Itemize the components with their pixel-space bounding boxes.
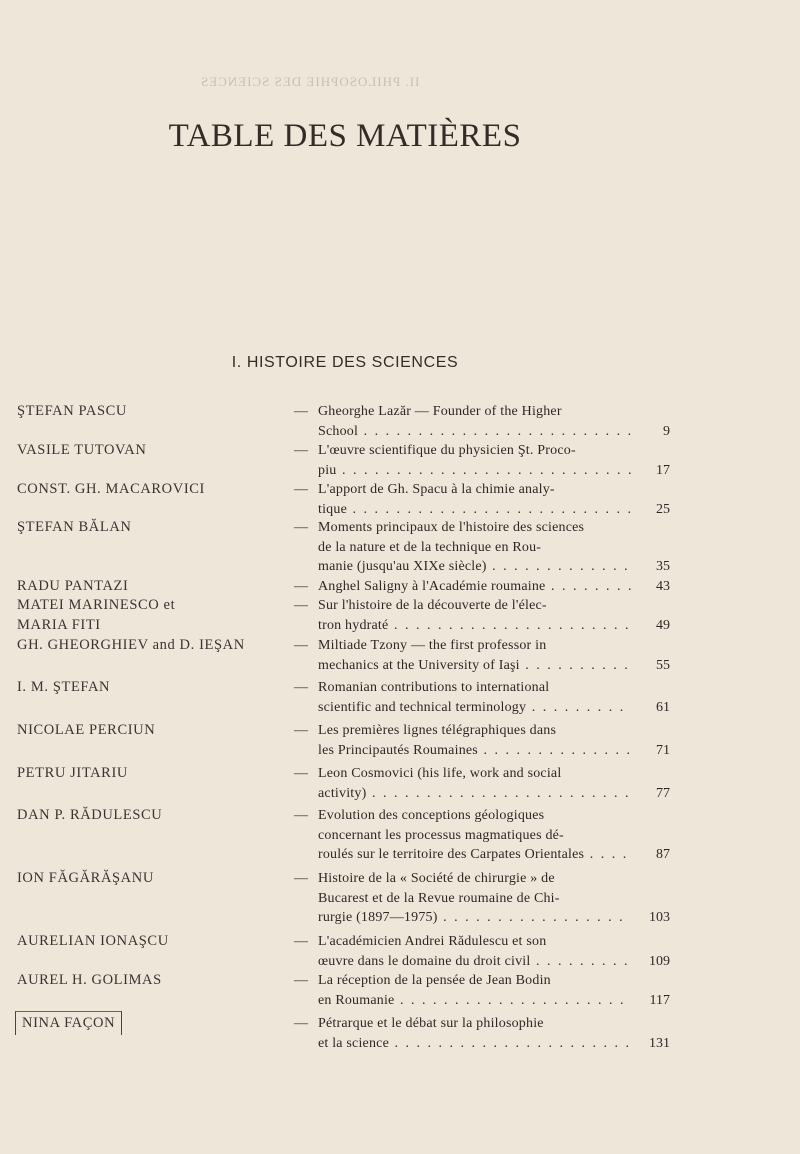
title-line: concernant les processus magmatiques dé- [318, 827, 564, 843]
author-line: AURELIAN IONAŞCU [17, 933, 169, 949]
page-number: 71 [656, 742, 670, 758]
author-line: CONST. GH. MACAROVICI [17, 481, 205, 497]
author-line: ION FĂGĂRĂŞANU [17, 870, 154, 886]
title-line: piu . . . [318, 461, 631, 481]
em-dash-separator: — [294, 973, 308, 988]
entry-author [17, 721, 155, 741]
title-line: mechanics at the University of Iaşi . . . [318, 656, 631, 676]
em-dash-separator: — [294, 598, 308, 613]
title-line: rurgie (1897—1975) . . . [318, 908, 631, 928]
page-number: 43 [656, 579, 670, 594]
entry-title [318, 402, 631, 441]
em-dash-separator: — [294, 934, 308, 949]
title-line: Pétrarque et le débat sur la philosophie [318, 1016, 544, 1031]
entry-author [17, 577, 128, 597]
author-line: ŞTEFAN PASCU [17, 403, 127, 419]
title-line: Romanian contributions to international [318, 680, 550, 695]
author-line: ŞTEFAN BĂLAN [17, 519, 132, 535]
entry-title [318, 596, 631, 635]
em-dash-separator: — [294, 680, 308, 695]
entry-title [318, 764, 631, 803]
entry-title [318, 518, 631, 577]
page-number: 77 [656, 785, 670, 801]
title-line: Moments principaux de l'histoire des sciences [318, 520, 585, 535]
entry-title [318, 806, 631, 865]
title-line: Leon Cosmovici (his life, work and social [318, 766, 562, 781]
page-number: 109 [649, 953, 670, 969]
em-dash-separator: — [294, 404, 308, 419]
title-line: Gheorghe Lazăr — Founder of the Higher [318, 404, 562, 419]
title-line: les Principautés Roumaines . . . [318, 741, 631, 761]
title-line: œuvre dans le domaine du droit civil . . . [318, 952, 631, 972]
em-dash-separator: — [294, 1016, 308, 1031]
entry-author [17, 806, 162, 826]
page-number: 131 [649, 1035, 670, 1051]
entry-author [17, 971, 162, 991]
author-line: GH. GHEORGHIEV and D. IEŞAN [17, 637, 245, 653]
title-line: Evolution des conceptions géologiques [318, 808, 545, 823]
title-line: La réception de la pensée de Jean Bodin [318, 973, 551, 988]
em-dash-separator: — [294, 482, 308, 497]
page-number: 25 [656, 501, 670, 517]
title-line: Les premières lignes télégraphiques dans [318, 723, 557, 738]
title-line: activity) . . . [318, 784, 631, 804]
title-line: L'apport de Gh. Spacu à la chimie analy- [318, 482, 555, 497]
entry-title [318, 721, 631, 760]
title-line: tron hydraté . . . [318, 616, 631, 636]
em-dash-separator: — [294, 723, 308, 738]
title-line: manie (jusqu'au XIXe siècle) . . . [318, 557, 631, 577]
title-line: School . . . [318, 422, 631, 442]
title-line: L'académicien Andrei Rădulescu et son [318, 934, 547, 949]
title-line: Miltiade Tzony — the first professor in [318, 638, 547, 653]
page-title: TABLE DES MATIÈRES [168, 118, 522, 154]
page-number: 87 [656, 847, 670, 863]
entry-author [17, 441, 146, 461]
em-dash-separator: — [294, 579, 308, 594]
em-dash-separator: — [294, 638, 308, 653]
author-line: MATEI MARINESCO et [17, 597, 176, 613]
author-line: AUREL H. GOLIMAS [17, 972, 162, 988]
bleed-through-text: II. PHILOSOPHIE DES SCIENCES [200, 74, 420, 89]
page-number: 9 [663, 423, 670, 439]
title-line: tique . . . [318, 500, 631, 520]
entry-author [17, 764, 128, 784]
title-line: Histoire de la « Société de chirurgie » de [318, 871, 555, 886]
title-line: roulés sur le territoire des Carpates Orientales . . . [318, 845, 631, 865]
title-line: Sur l'histoire de la découverte de l'élec- [318, 598, 547, 613]
entry-title [318, 577, 631, 597]
entry-author [17, 480, 205, 500]
entry-author [17, 932, 169, 952]
author-line: NICOLAE PERCIUN [17, 722, 156, 738]
entry-title [318, 1014, 631, 1053]
entry-author [17, 869, 154, 889]
entry-title [318, 636, 631, 675]
title-line: en Roumanie . . . [318, 991, 631, 1011]
entry-title [318, 480, 631, 519]
entry-author [15, 1011, 122, 1035]
title-line: L'œuvre scientifique du physicien Şt. Proco- [318, 443, 576, 458]
section-title: I. HISTOIRE DES SCIENCES [231, 354, 459, 371]
entry-title [318, 932, 631, 971]
author-line: RADU PANTAZI [17, 578, 129, 594]
em-dash-separator: — [294, 871, 308, 886]
page-number: 55 [656, 657, 670, 673]
em-dash-separator: — [294, 520, 308, 535]
author-line: MARIA FITI [17, 616, 101, 633]
em-dash-separator: — [294, 808, 308, 823]
author-line: VASILE TUTOVAN [17, 442, 147, 458]
title-line: scientific and technical terminology . . . [318, 698, 631, 718]
entry-title [318, 678, 631, 717]
page-number: 117 [649, 992, 670, 1008]
em-dash-separator: — [294, 443, 308, 458]
author-line: PETRU JITARIU [17, 765, 128, 781]
entry-title [318, 869, 631, 928]
author-line: NINA FAÇON [22, 1015, 116, 1031]
entry-author [17, 402, 127, 422]
page-number: 49 [656, 617, 670, 633]
entry-author [17, 636, 245, 656]
page-number: 103 [649, 910, 670, 926]
entry-author [17, 596, 175, 635]
page-number: 17 [656, 462, 670, 478]
author-line: DAN P. RĂDULESCU [17, 807, 163, 823]
title-line: et la science . . . [318, 1034, 631, 1054]
title-line: de la nature et de la technique en Rou- [318, 539, 542, 555]
page-number: 35 [656, 559, 670, 575]
title-line: Bucarest et de la Revue roumaine de Chi- [318, 890, 560, 906]
title-line: Anghel Saligny à l'Académie roumaine . . . [318, 577, 631, 597]
entry-author [17, 518, 131, 538]
entry-title [318, 441, 631, 480]
page-number: 61 [656, 699, 670, 715]
entry-title [318, 971, 631, 1010]
entry-author [17, 678, 110, 698]
em-dash-separator: — [294, 766, 308, 781]
author-line: I. M. ŞTEFAN [17, 679, 111, 695]
